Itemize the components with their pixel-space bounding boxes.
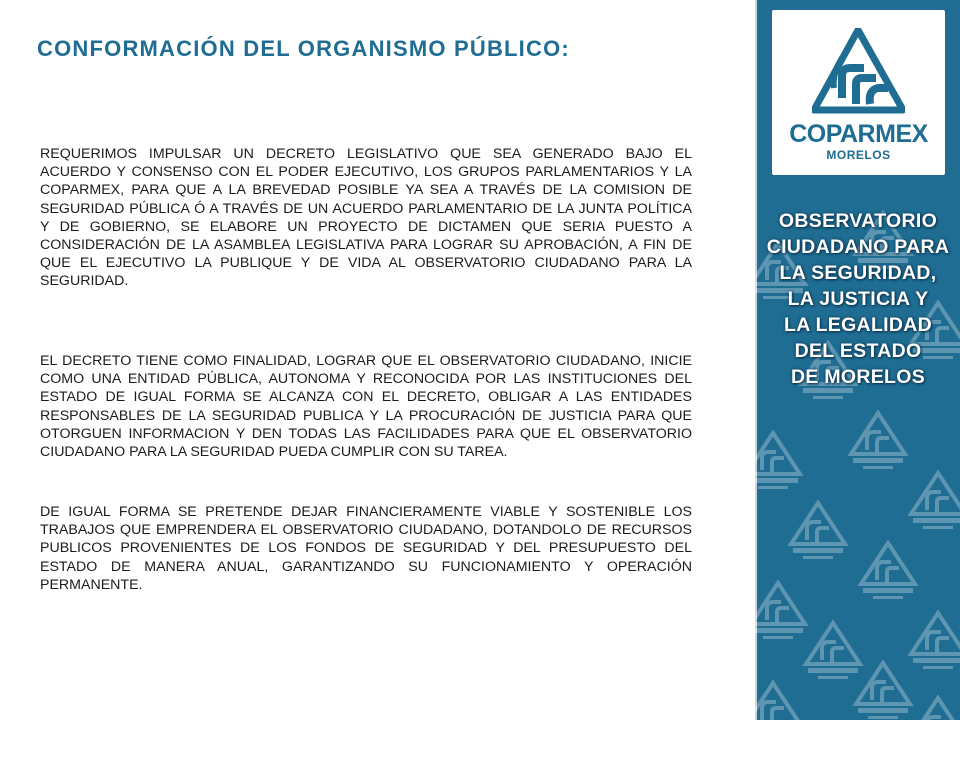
- observatory-line: CIUDADANO PARA: [766, 236, 950, 258]
- observatory-heading: [760, 208, 956, 390]
- paragraph-2: EL DECRETO TIENE COMO FINALIDAD, LOGRAR QUE EL OBSERVATORIO CIUDADANO, INICIE COMO UNA ENTIDAD PÚBLICA, AUTONOMA Y RECONOCIDA POR LAS INSTITUCIONES DEL ESTADO DE IGUAL FORMA SE ALCANZA CON EL DECRETO, OBLIGAR A LAS ENTIDADES RESPONSABLES DE LA SEGURIDAD PUBLICA Y LA PROCURACIÓN DE JUSTICIA PARA QUE OTORGUEN INFORMACION Y DEN TODAS LAS FACILIDADES PARA QUE EL OBSERVATORIO CIUDADANO PARA LA SEGURIDAD PUEDA CUMPLIR CON SU TAREA.: [40, 353, 692, 461]
- observatory-line: LA JUSTICIA Y: [787, 288, 929, 310]
- watermark-logo-icon: [907, 610, 960, 672]
- paragraph-3: DE IGUAL FORMA SE PRETENDE DEJAR FINANCIERAMENTE VIABLE Y SOSTENIBLE LOS TRABAJOS QUE EMPRENDERA EL OBSERVATORIO CIUDADANO, DOTANDOLO DE RECURSOS PUBLICOS PROVENIENTES DE LOS FONDOS DE SEGURIDAD Y DEL PRESUPUESTO DEL ESTADO DE MANERA ANUAL, GARANTIZANDO SU FUNCIONAMIENTO Y OPERACIÓN PERMANENTE.: [40, 504, 692, 593]
- watermark-logo-icon: [742, 430, 804, 492]
- logo-name: COPARMEX: [789, 120, 928, 148]
- paragraph-1: REQUERIMOS IMPULSAR UN DECRETO LEGISLATIVO QUE SEA GENERADO BAJO EL ACUERDO Y CONSENSO CON EL PODER EJECUTIVO, LOS GRUPOS PARLAMENTARIOS Y LA COPARMEX, PARA QUE A LA BREVEDAD POSIBLE YA SEA A TRAVÉS DE LA COMISION DE SEGURIDAD PÚBLICA Ó A TRAVÉS DE UN ACUERDO PARLAMENTARIO DE LA JUNTA POLÍTICA Y DE GOBIERNO, SE ELABORE UN PROYECTO DE DICTAMEN QUE SERIA PUESTO A CONSIDERACIÓN DE LA ASAMBLEA LEGISLATIVA PARA LOGRAR SU APROBACIÓN, A FIN DE QUE EL EJECUTIVO LA PUBLIQUE Y DE VIDA AL OBSERVATORIO CIUDADANO PARA LA SEGURIDAD.: [40, 146, 692, 290]
- watermark-logo-icon: [907, 470, 960, 532]
- coparmex-logo: [772, 10, 945, 175]
- observatory-line: OBSERVATORIO: [778, 210, 938, 232]
- watermark-logo-icon: [787, 500, 849, 562]
- observatory-line: DE MORELOS: [790, 366, 926, 388]
- coparmex-emblem-icon: [812, 28, 905, 120]
- watermark-logo-icon: [852, 660, 914, 722]
- observatory-line: DEL ESTADO: [794, 340, 922, 362]
- watermark-logo-icon: [857, 540, 919, 602]
- slide-title: CONFORMACIÓN DEL ORGANISMO PÚBLICO:: [37, 36, 570, 61]
- watermark-logo-icon: [742, 680, 804, 742]
- observatory-line: LA SEGURIDAD,: [779, 262, 937, 284]
- watermark-logo-icon: [907, 695, 960, 757]
- logo-subtitle: MORELOS: [826, 148, 891, 162]
- watermark-logo-icon: [847, 410, 909, 472]
- watermark-logo-icon: [747, 580, 809, 642]
- observatory-line: LA LEGALIDAD: [783, 314, 933, 336]
